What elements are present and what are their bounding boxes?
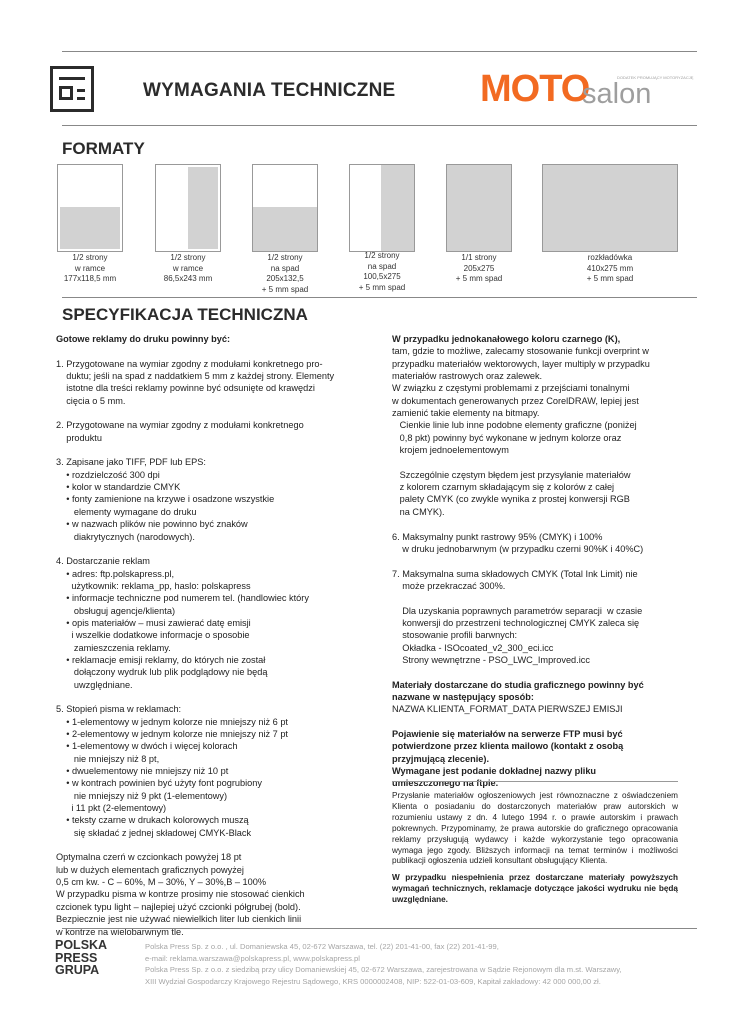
spec-line: i 11 pkt (2-elementowy): [56, 803, 167, 814]
spec-line: • teksty czarne w drukach kolorowych muszą: [56, 815, 249, 826]
format-caption-line: 100,5x275: [363, 272, 401, 281]
spec-line: 1. Przygotowane na wymiar zgodny z modułami konkretnego pro-: [56, 358, 323, 369]
spec-line: materiałów rastrowych oraz zalewek.: [392, 371, 543, 382]
spec-line: na CMYK).: [392, 506, 445, 517]
spec-line: • fonty zamienione na krzywe i osadzone wszystkie: [56, 494, 275, 505]
spec-line: stosowanie profili barwnych:: [392, 630, 518, 641]
format-caption-line: + 5 mm spad: [455, 274, 503, 283]
legal-bold-text: W przypadku niespełnienia przez dostarczane materiały powyższych wymagań technicznych, reklamacje dotyczące jakości wydruku nie będą uwzględniane.: [392, 873, 678, 905]
spec-line: W przypadku pisma w kontrze prosimy nie stosować cienkich: [56, 889, 305, 900]
format-caption-line: 86,5x243 mm: [163, 274, 213, 283]
spec-line: umieszczonego na ftpie.: [392, 778, 499, 789]
spec-line: elementy wymagane do druku: [56, 506, 197, 517]
spec-line: nie mniejszy niż 8 pt,: [56, 753, 160, 764]
spec-line: 2. Przygotowane na wymiar zgodny z modułami konkretnego: [56, 420, 304, 431]
format-caption-line: + 5 mm spad: [586, 274, 634, 283]
spec-line: [392, 456, 650, 468]
spec-line: Dla uzyskania poprawnych parametrów separacji w czasie: [392, 605, 643, 616]
format-thumb-1: [57, 164, 123, 252]
spec-heading: SPECYFIKACJA TECHNICZNA: [62, 305, 308, 324]
spec-line: Optymalna czerń w czcionkach powyżej 18 pt: [56, 852, 242, 863]
spec-line: 7. Maksymalna suma składowych CMYK (Total Ink Limit) nie: [392, 568, 638, 579]
spec-line: Pojawienie się materiałów na serwerze FTP musi być: [392, 729, 623, 739]
format-caption-line: + 5 mm spad: [358, 282, 406, 292]
spec-line: • w nazwach plików nie powinno być znaków: [56, 519, 248, 530]
format-caption-line: 1/2 strony: [267, 253, 303, 262]
spec-line: • 1-elementowy w dwóch i więcej kolorach: [56, 741, 238, 752]
spec-line: się składać z jednej składowej CMYK-Black: [56, 827, 252, 838]
page-title: WYMAGANIA TECHNICZNE: [143, 80, 396, 101]
spec-line: uwzględniane.: [56, 679, 133, 690]
format-caption-line: 1/2 strony: [170, 253, 206, 262]
format-caption-line: 410x275 mm: [586, 263, 634, 273]
spec-right-column: [392, 333, 650, 790]
format-caption-line: 205x132,5: [266, 274, 304, 283]
spec-line: 3. Zapisane jako TIFF, PDF lub EPS:: [56, 457, 206, 468]
spec-line: [56, 839, 334, 851]
spec-line: Bezpiecznie jest nie używać niewielkich liter lub cienkich linii: [56, 914, 302, 925]
spec-line: krojem jednoelementowym: [392, 445, 509, 456]
top-rule: [62, 51, 697, 52]
format-caption-line: 1/1 strony: [461, 253, 497, 262]
legal-text: Przysłanie materiałów ogłoszeniowych jest równoznaczne z oświadczeniem Klienta o posiadaniu do dostarczonych materiałów praw autorskich w rozumieniu ustawy z dn. 4 lutego 1994 r. o prawie autorskim i prawach pokrewnych. Przypominamy, że prawa autorskie do graficznego opracowania reklamy przysługują wydawcy i każde wykorzystanie tego opracowania wymaga jego zgody. Bliższych informacji na temat terminów i możliwości publikacji ogłoszenia udzieli konsultant obsługujący Klienta.: [392, 791, 678, 866]
format-thumb-3: [252, 164, 318, 252]
spec-line: przypadku materiałów wektorowych, layer multiply w przypadku: [392, 358, 650, 369]
spec-line: 6. Maksymalny punkt rastrowy 95% (CMYK) i 100%: [392, 531, 603, 542]
spec-line: Szczególnie częstym błędem jest przysyłanie materiałów: [392, 469, 631, 480]
spec-line: 5. Stopień pisma w reklamach:: [56, 704, 182, 715]
spec-line: zamieszczenia reklamy.: [56, 642, 171, 653]
spec-left-column: [56, 333, 334, 938]
footer-line: Polska Press Sp. z o.o. z siedzibą przy ulicy Domaniewskiej 45, 02-672 Warszawa, zarejestrowana w Sądzie Rejonowym dla m.st. Warszawy,: [145, 965, 622, 975]
format-caption-5: [419, 253, 539, 285]
spec-line: W przypadku jednokanałowego koloru czarnego (K),: [392, 334, 621, 344]
format-caption-line: na spad: [367, 261, 397, 271]
spec-line: tam, gdzie to możliwe, zalecamy stosowanie funkcji overprint w: [392, 346, 649, 357]
spec-line: konwersji do przestrzeni technologicznej CMYK zaleca się: [392, 617, 640, 628]
footer-line: XIII Wydział Gospodarczy Krajowego Rejestru Sądowego, KRS 0000002408, NIP: 522-01-03-609, Kapitał zakładowy: 42 000 000,00 zł.: [145, 976, 601, 986]
spec-line: i wszelkie dodatkowe informacje o sposobie: [56, 630, 250, 641]
format-caption-line: w ramce: [172, 263, 204, 273]
footer-info: [145, 941, 622, 987]
spec-line: lub w dużych elementach graficznych powyżej: [56, 864, 244, 875]
formats-heading: FORMATY: [62, 139, 145, 158]
spec-line: istotne dla treści reklamy powinne być odsunięte od krawędzi: [56, 383, 315, 394]
legal-notice: [392, 791, 678, 906]
formats-rule: [62, 297, 697, 298]
spec-line: Strony wewnętrzne - PSO_LWC_Improved.icc: [392, 654, 590, 665]
spec-line: [392, 518, 650, 530]
spec-line: diakrytycznych (narodowych).: [56, 531, 195, 542]
spec-line: produktu: [56, 432, 102, 443]
spec-line: • reklamacje emisji reklamy, do których nie został: [56, 654, 266, 665]
format-caption-line: 1/2 strony: [364, 251, 400, 260]
spec-line: [392, 666, 650, 678]
spec-line: • opis materiałów – musi zawierać datę emisji: [56, 617, 251, 628]
format-caption-line: rozkładówka: [587, 253, 633, 262]
footer-line: Polska Press Sp. z o.o. , ul. Domaniewska 45, 02-672 Warszawa, tel. (22) 201-41-00, fax (22) 201-41-99,: [145, 942, 499, 951]
spec-line: obsługuj agencje/klienta): [56, 605, 175, 616]
spec-line: użytkownik: reklama_pp, haslo: polskapress: [56, 580, 251, 591]
spec-line: • informacje techniczne pod numerem tel. (handlowiec który: [56, 593, 309, 604]
format-caption-line: na spad: [270, 263, 300, 273]
spec-line: • kolor w standardzie CMYK: [56, 482, 181, 493]
format-caption-line: 205x275: [463, 263, 495, 273]
spec-line: 4. Dostarczanie reklam: [56, 556, 150, 567]
format-thumb-5: [446, 164, 512, 252]
spec-line: czcionek typu light – najlepiej użyć czcionki półgrubej (bold).: [56, 901, 301, 912]
spec-line: W związku z częstymi problemami z przejściami tonalnymi: [392, 383, 630, 394]
spec-line: 0,8 pkt) powinny być wykonane w jednym kolorze oraz: [392, 432, 622, 443]
spec-line: z kolorem czarnym składającym się z kolorów z całej: [392, 482, 615, 493]
spec-line: Materiały dostarczane do studia graficznego powinny być: [392, 679, 644, 690]
footer-rule: [62, 928, 697, 929]
document-icon: [50, 66, 94, 112]
spec-line: Wymagane jest podanie dokładnej nazwy pliku: [392, 766, 597, 777]
motosalon-logo: MOTO salon DODATEK PROMUJĄCY MOTORYZACJĘ: [480, 68, 694, 110]
spec-line: nie mniejszy niż 9 pkt (1-elementowy): [56, 790, 228, 801]
format-caption-6: [550, 253, 670, 285]
spec-line: [392, 716, 650, 728]
spec-line: • rozdzielczość 300 dpi: [56, 469, 160, 480]
spec-line: • adres: ftp.polskapress.pl,: [56, 568, 175, 579]
spec-line: potwierdzone przez klienta mailowo (kontakt z osobą: [392, 741, 624, 752]
format-caption-line: + 5 mm spad: [261, 284, 309, 294]
spec-line: nazwane w następujący sposób:: [392, 691, 534, 702]
spec-line: • dwuelementowy nie mniejszy niż 10 pt: [56, 766, 229, 777]
header-rule: [62, 125, 697, 126]
legal-rule: [392, 781, 678, 782]
spec-line: • 2-elementowy w jednym kolorze nie mniejszy niż 7 pt: [56, 729, 288, 739]
spec-line: Okładka - ISOcoated_v2_300_eci.icc: [392, 642, 554, 653]
footer-line: e-mail: reklama.warszawa@polskapress.pl, www.polskapress.pl: [145, 953, 360, 963]
spec-line: • 1-elementowy w jednym kolorze nie mniejszy niż 6 pt: [56, 716, 288, 727]
spec-line: zamienić takie elementy na bitmapy.: [392, 408, 540, 419]
format-caption-line: 1/2 strony: [72, 253, 108, 262]
spec-line: • w kontrach powinien być użyty font pogrubiony: [56, 778, 262, 789]
spec-line: [392, 592, 650, 604]
spec-line: w kontrze na wielobarwnym tle.: [56, 926, 184, 937]
spec-line: [56, 691, 334, 703]
spec-line: może przekraczać 300%.: [392, 580, 506, 591]
spec-line: palety CMYK (co zwykle wynika z prostej konwersji RGB: [392, 494, 630, 505]
spec-line: dołączony wydruk lub plik podglądowy nie będą: [56, 667, 268, 678]
spec-line: 0,5 cm kw. - C – 60%, M – 30%, Y – 30%,B – 100%: [56, 877, 267, 888]
spec-line: [392, 555, 650, 567]
polska-press-logo: POLSKA PRESS GRUPA: [55, 938, 108, 977]
spec-line: Gotowe reklamy do druku powinny być:: [56, 334, 231, 344]
spec-line: duktu; jeśli na spad z naddatkiem 5 mm z każdej strony. Elementy: [56, 371, 335, 382]
format-thumb-2: [155, 164, 221, 252]
spec-line: przyjmującą zlecenie).: [392, 753, 490, 764]
spec-line: [56, 407, 334, 419]
format-thumb-4: [349, 164, 415, 252]
spec-line: [56, 444, 334, 456]
format-caption-line: w ramce: [74, 263, 106, 273]
spec-line: cięcia o 5 mm.: [56, 395, 126, 406]
format-thumb-6: [542, 164, 678, 252]
format-caption-line: 177x118,5 mm: [63, 274, 117, 283]
spec-line: [56, 345, 334, 357]
spec-line: [56, 543, 334, 555]
spec-line: w dokumentach generowanych przez CorelDRAW, lepiej jest: [392, 395, 639, 406]
spec-line: NAZWA KLIENTA_FORMAT_DATA PIERWSZEJ EMISJI: [392, 704, 623, 715]
spec-line: w druku jednobarwnym (w przypadku czerni 90%K i 40%C): [392, 543, 644, 554]
spec-line: Cienkie linie lub inne podobne elementy graficzne (poniżej: [392, 420, 637, 431]
